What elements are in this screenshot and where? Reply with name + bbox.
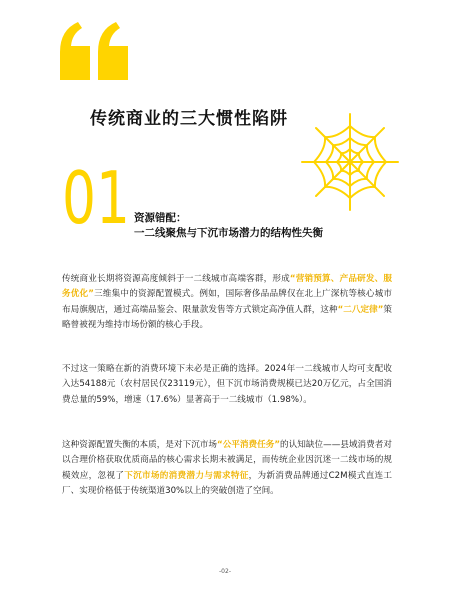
paragraph-3: [62, 438, 392, 499]
svg-text:01: 01: [62, 166, 130, 238]
section-number: [62, 166, 132, 238]
highlight-text: “二八定律”: [337, 304, 384, 315]
highlight-text: “公平消费任务”: [217, 440, 281, 450]
paragraph-text: 不过这一策略在新的消费环境下未必是正确的选择。2024年一二线城市人均可支配收入达54188元（农村居民仅23119元），但下沉市场消费规模已达20万亿元，占全国消费总量的59%，增速（17.6%）显著高于一二线城市（1.98%）。: [62, 364, 392, 405]
spider-web-icon: [300, 112, 400, 212]
paragraph-text: ，为新消费品牌通过C2M模式直连工厂、实现价格低于传统渠道30%以上的突破创造了空间。: [62, 470, 392, 496]
paragraph-text: 策略曾被视为维持市场份额的核心手段。: [62, 304, 392, 330]
paragraph-text: 三维集中的资源配置模式。例如，国际奢侈品品牌仅在北上广深杭等核心城市布局旗舰店，通过高端品鉴会、限量款发售等方式锁定高净值人群，这种: [62, 289, 392, 315]
paragraph-text: 的认知缺位——县域消费者对以合理价格获取优质商品的核心需求长期未被满足，而传统企业因沉迷一二线市场的规模效应，忽视了: [62, 440, 392, 481]
paragraph-text: 传统商业长期将资源高度倾斜于一二线城市高端客群，形成: [62, 274, 290, 284]
paragraph-1: [62, 272, 392, 333]
paragraph-2: [62, 362, 392, 408]
page-number: -02-: [219, 568, 231, 575]
highlight-text: “营销预算、产品研发、服务优化”: [62, 274, 392, 300]
page-title: 传统商业的三大惯性陷阱: [90, 109, 288, 129]
section-heading: [134, 211, 323, 241]
section-heading-line2: 一二线聚焦与下沉市场潜力的结构性失衡: [134, 227, 323, 239]
highlight-text: 下沉市场的消费潜力与需求特征: [124, 470, 249, 481]
quote-icon: [58, 22, 132, 80]
paragraph-text: 这种资源配置失衡的本质，是对下沉市场: [62, 440, 218, 450]
section-heading-line1: 资源错配：: [134, 212, 187, 224]
